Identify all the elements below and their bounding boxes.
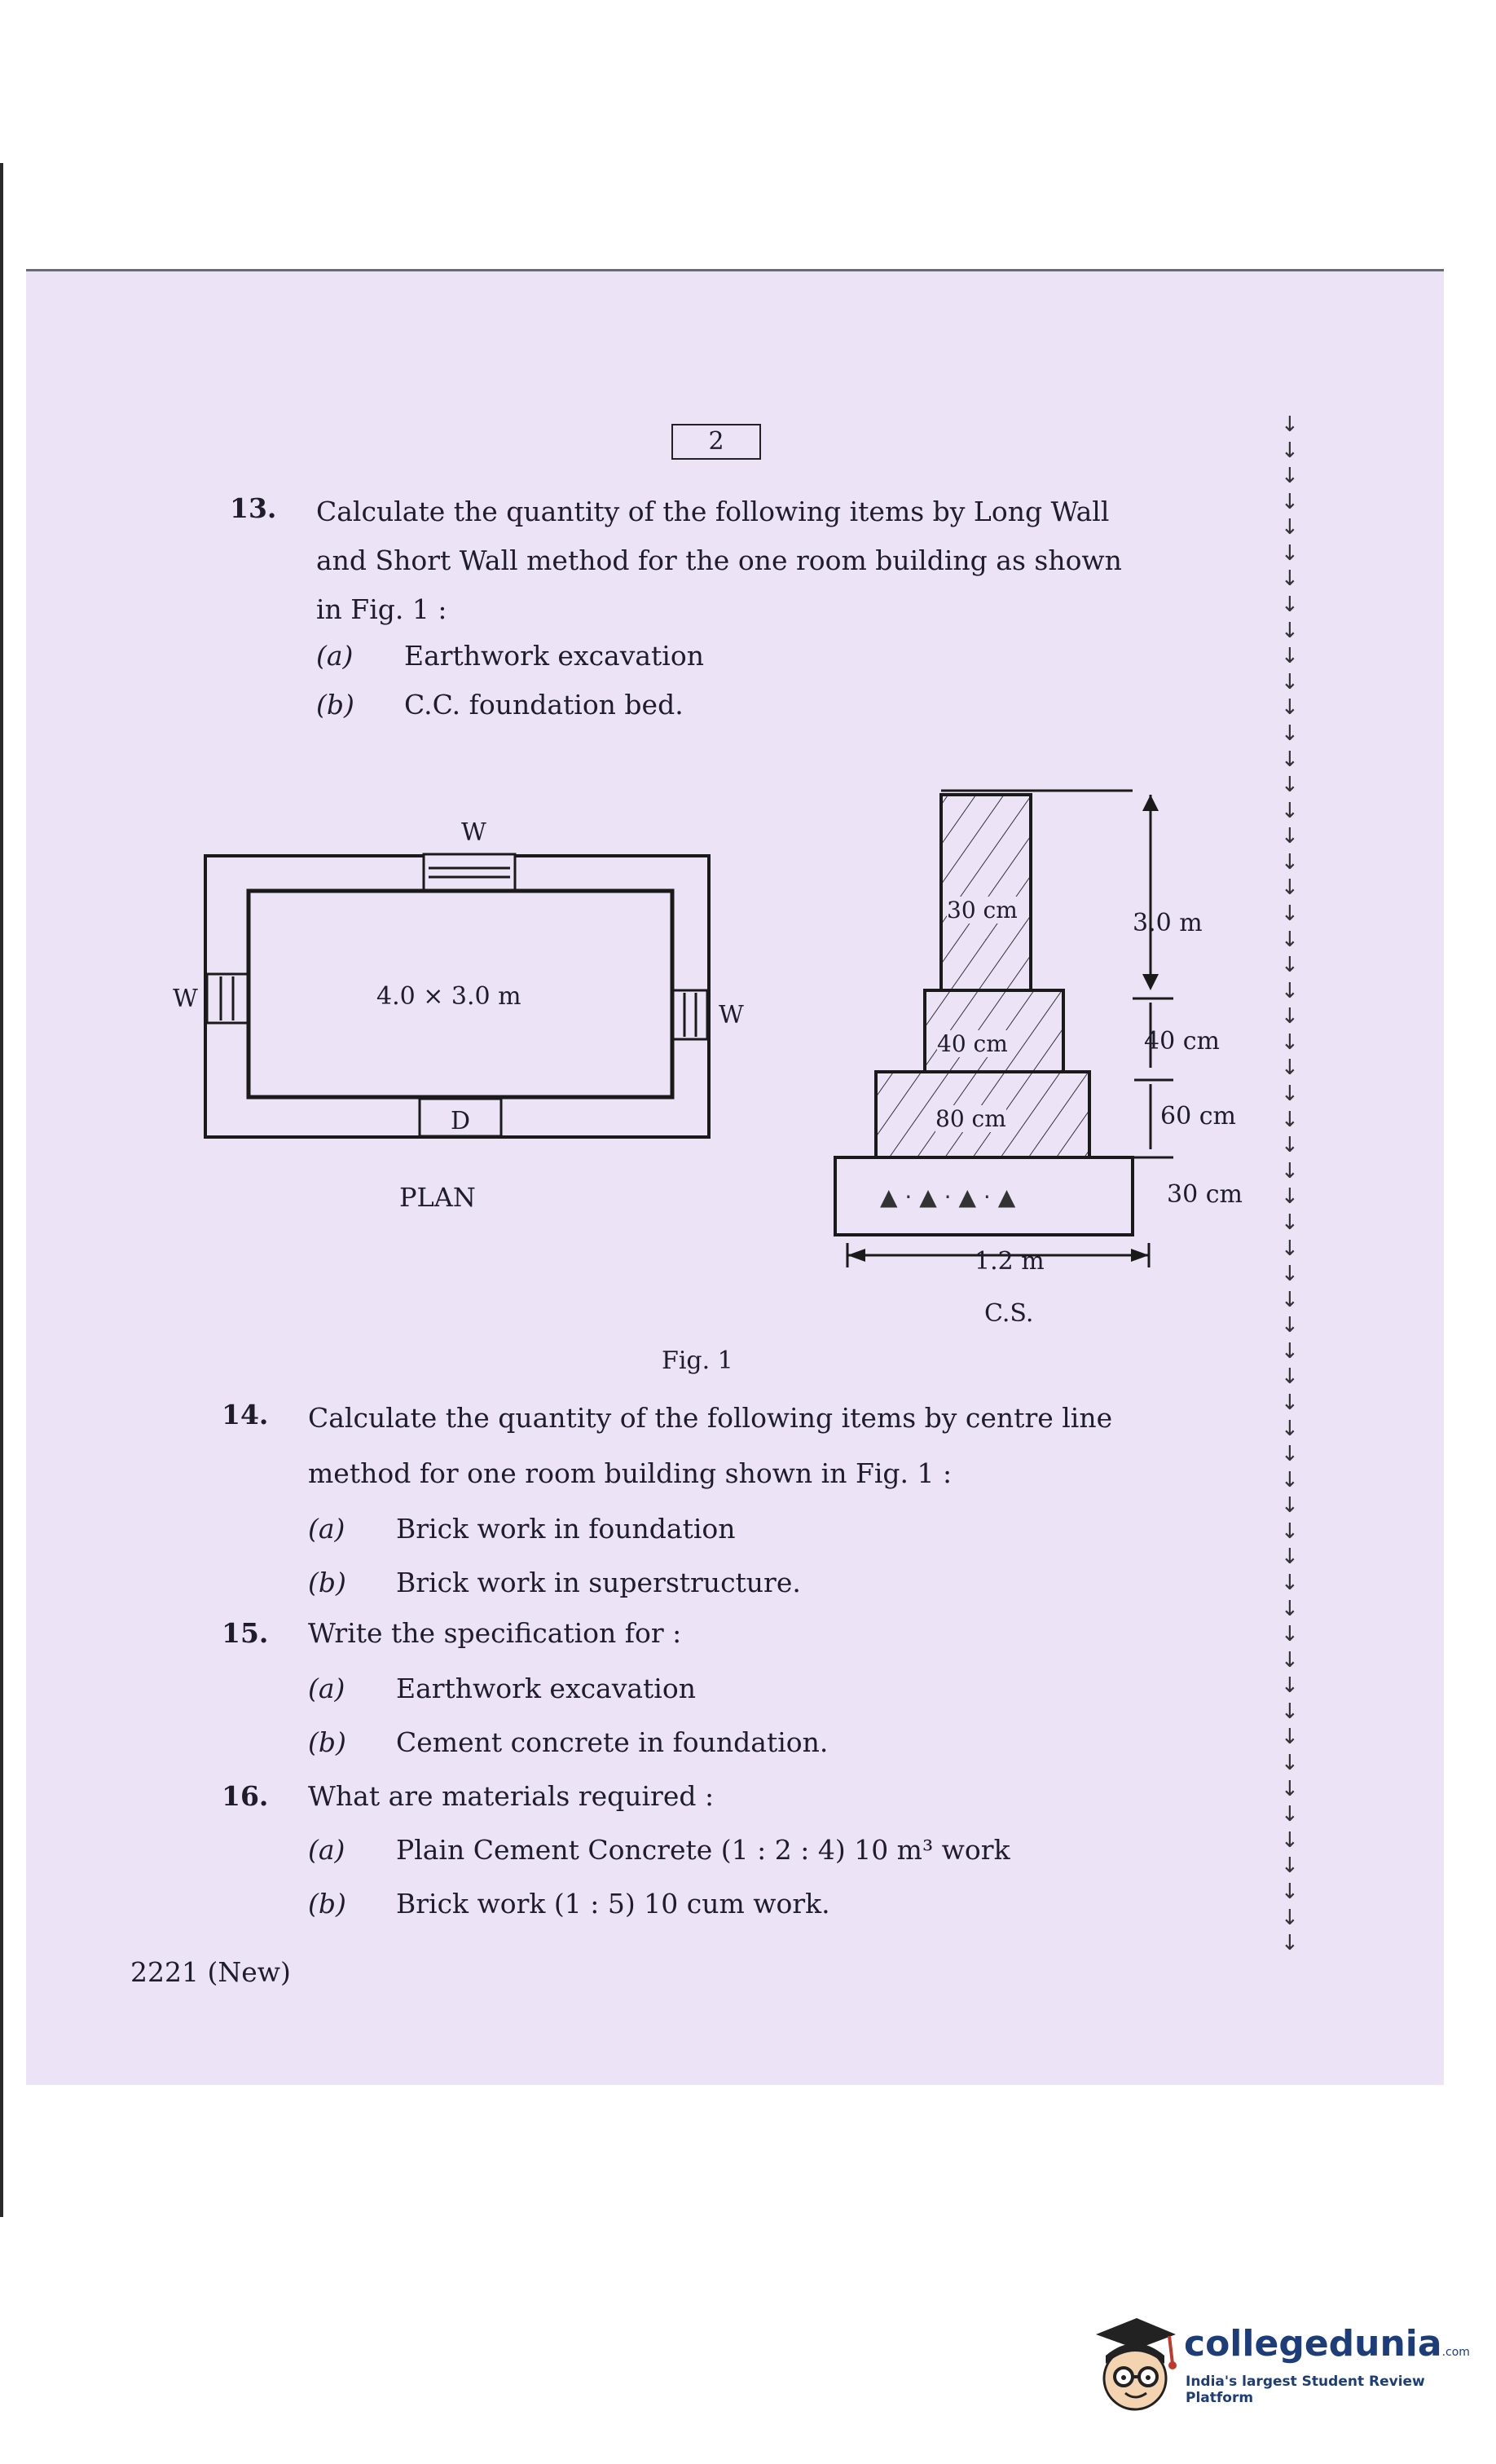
margin-down-arrow-icon: ↓: [1281, 1082, 1299, 1107]
margin-down-arrow-icon: ↓: [1281, 1107, 1299, 1132]
margin-down-arrow-icon: ↓: [1281, 1416, 1299, 1441]
margin-down-arrow-icon: ↓: [1281, 1854, 1299, 1879]
margin-down-arrow-icon: ↓: [1281, 644, 1299, 669]
margin-down-arrow-icon: ↓: [1281, 1725, 1299, 1750]
question-15-line-1: Write the specification for :: [308, 1617, 682, 1649]
margin-down-arrow-icon: ↓: [1281, 1442, 1299, 1467]
cs-concrete-bed: [835, 1157, 1133, 1235]
margin-down-arrow-icon: ↓: [1281, 1751, 1299, 1776]
margin-down-arrow-icon: ↓: [1281, 1364, 1299, 1390]
cs-caption: C.S.: [984, 1299, 1034, 1328]
margin-down-arrow-icon: ↓: [1281, 1647, 1299, 1673]
margin-down-arrow-icon: ↓: [1281, 927, 1299, 952]
plan-window-top-label: W: [461, 818, 486, 847]
margin-arrow-column: [1281, 414, 1313, 1955]
cs-wall-2-label: 40 cm: [937, 1030, 1008, 1057]
margin-down-arrow-icon: ↓: [1281, 1827, 1299, 1853]
margin-down-arrow-icon: ↓: [1281, 1158, 1299, 1184]
margin-down-arrow-icon: ↓: [1281, 1338, 1299, 1364]
margin-down-arrow-icon: ↓: [1281, 1905, 1299, 1930]
q15-option-b-text: Cement concrete in foundation.: [396, 1726, 829, 1758]
q15-option-a-label: (a): [308, 1673, 345, 1704]
margin-down-arrow-icon: ↓: [1281, 773, 1299, 798]
question-14-number: 14.: [222, 1399, 269, 1430]
margin-down-arrow-icon: ↓: [1281, 901, 1299, 926]
margin-down-arrow-icon: ↓: [1281, 1467, 1299, 1492]
q13-option-b-label: (b): [316, 689, 354, 721]
mascot-icon: [1088, 2307, 1177, 2421]
cs-dimension-40cm: 40 cm: [1144, 1027, 1220, 1056]
plan-window-right: [673, 990, 707, 1039]
margin-down-arrow-icon: ↓: [1281, 566, 1299, 592]
q16-option-b-text: Brick work (1 : 5) 10 cum work.: [396, 1888, 830, 1920]
paper-code-footer: 2221 (New): [130, 1956, 291, 1988]
margin-down-arrow-icon: ↓: [1281, 1622, 1299, 1647]
q13-option-a-label: (a): [316, 640, 354, 672]
margin-down-arrow-icon: ↓: [1281, 1029, 1299, 1055]
margin-down-arrow-icon: ↓: [1281, 978, 1299, 1003]
q16-option-b-label: (b): [308, 1888, 346, 1920]
question-16-number: 16.: [222, 1780, 269, 1812]
margin-down-arrow-icon: ↓: [1281, 1004, 1299, 1029]
question-13-line-1: Calculate the quantity of the following items by Long Wall: [316, 496, 1110, 527]
margin-down-arrow-icon: ↓: [1281, 798, 1299, 823]
margin-down-arrow-icon: ↓: [1281, 1673, 1299, 1699]
margin-down-arrow-icon: ↓: [1281, 1210, 1299, 1235]
logo-tagline: India's largest Student Review Platform: [1186, 2374, 1425, 2406]
q14-option-b-text: Brick work in superstructure.: [396, 1567, 801, 1598]
margin-down-arrow-icon: ↓: [1281, 1056, 1299, 1081]
margin-down-arrow-icon: ↓: [1281, 1519, 1299, 1544]
margin-down-arrow-icon: ↓: [1281, 1287, 1299, 1312]
margin-down-arrow-icon: ↓: [1281, 438, 1299, 463]
margin-down-arrow-icon: ↓: [1281, 1596, 1299, 1621]
q15-option-b-label: (b): [308, 1726, 346, 1758]
cs-wall-1-label: 30 cm: [947, 897, 1018, 923]
q14-option-a-text: Brick work in foundation: [396, 1513, 736, 1545]
margin-down-arrow-icon: ↓: [1281, 1545, 1299, 1570]
margin-down-arrow-icon: ↓: [1281, 464, 1299, 489]
cs-dimension-30cm: 30 cm: [1167, 1180, 1243, 1209]
margin-down-arrow-icon: ↓: [1281, 1571, 1299, 1596]
margin-down-arrow-icon: ↓: [1281, 515, 1299, 540]
q13-option-b-text: C.C. foundation bed.: [404, 689, 684, 721]
margin-down-arrow-icon: ↓: [1281, 1313, 1299, 1338]
plan-window-right-label: W: [719, 1001, 744, 1029]
margin-down-arrow-icon: ↓: [1281, 849, 1299, 875]
question-15-number: 15.: [222, 1617, 269, 1649]
margin-down-arrow-icon: ↓: [1281, 747, 1299, 772]
margin-down-arrow-icon: ↓: [1281, 1802, 1299, 1827]
margin-down-arrow-icon: ↓: [1281, 1879, 1299, 1904]
margin-down-arrow-icon: ↓: [1281, 875, 1299, 901]
margin-down-arrow-icon: ↓: [1281, 1236, 1299, 1261]
margin-down-arrow-icon: ↓: [1281, 695, 1299, 721]
cs-height-dimension: 3.0 m: [1133, 909, 1203, 937]
margin-down-arrow-icon: ↓: [1281, 1262, 1299, 1287]
q14-option-a-label: (a): [308, 1513, 345, 1545]
logo-brand-text: collegedunia.com: [1184, 2323, 1470, 2365]
cs-dimension-60cm: 60 cm: [1160, 1102, 1236, 1131]
margin-down-arrow-icon: ↓: [1281, 824, 1299, 849]
plan-caption: PLAN: [399, 1182, 476, 1213]
cs-wall-3-label: 80 cm: [935, 1105, 1006, 1132]
q13-option-a-text: Earthwork excavation: [404, 640, 704, 672]
plan-door-label: D: [451, 1107, 471, 1135]
margin-down-arrow-icon: ↓: [1281, 721, 1299, 746]
margin-down-arrow-icon: ↓: [1281, 1390, 1299, 1415]
margin-down-arrow-icon: ↓: [1281, 540, 1299, 566]
plan-window-top: [424, 854, 515, 890]
margin-down-arrow-icon: ↓: [1281, 412, 1299, 437]
page-number-box: 2: [671, 424, 761, 460]
margin-down-arrow-icon: ↓: [1281, 1493, 1299, 1519]
margin-down-arrow-icon: ↓: [1281, 1776, 1299, 1801]
question-14-line-2: method for one room building shown in Fig. 1 :: [308, 1457, 953, 1489]
margin-down-arrow-icon: ↓: [1281, 1133, 1299, 1158]
collegedunia-logo: [1088, 2307, 1470, 2421]
q16-option-a-label: (a): [308, 1834, 345, 1866]
q14-option-b-label: (b): [308, 1567, 346, 1598]
plan-room-size-label: 4.0 × 3.0 m: [376, 982, 521, 1011]
q16-option-a-text: Plain Cement Concrete (1 : 2 : 4) 10 m³ work: [396, 1834, 1010, 1866]
plan-window-left-label: W: [173, 985, 198, 1013]
question-13-number: 13.: [230, 492, 277, 524]
question-14-line-1: Calculate the quantity of the following items by centre line: [308, 1402, 1113, 1434]
margin-down-arrow-icon: ↓: [1281, 489, 1299, 514]
plan-window-left: [207, 974, 248, 1023]
margin-down-arrow-icon: ↓: [1281, 669, 1299, 694]
margin-down-arrow-icon: ↓: [1281, 1699, 1299, 1724]
cs-width-dimension: 1.2 m: [975, 1247, 1045, 1276]
svg-text:▲ · ▲ · ▲ · ▲: ▲ · ▲ · ▲ · ▲: [880, 1184, 1016, 1210]
margin-down-arrow-icon: ↓: [1281, 618, 1299, 643]
question-13-line-3: in Fig. 1 :: [316, 593, 447, 625]
margin-down-arrow-icon: ↓: [1281, 1931, 1299, 1956]
cs-wall-30cm: [941, 795, 1031, 990]
q15-option-a-text: Earthwork excavation: [396, 1673, 696, 1704]
margin-down-arrow-icon: ↓: [1281, 1184, 1299, 1210]
figure-caption: Fig. 1: [662, 1347, 733, 1375]
question-16-line-1: What are materials required :: [308, 1780, 715, 1812]
question-13-line-2: and Short Wall method for the one room building as shown: [316, 544, 1122, 576]
margin-down-arrow-icon: ↓: [1281, 953, 1299, 978]
margin-down-arrow-icon: ↓: [1281, 593, 1299, 618]
